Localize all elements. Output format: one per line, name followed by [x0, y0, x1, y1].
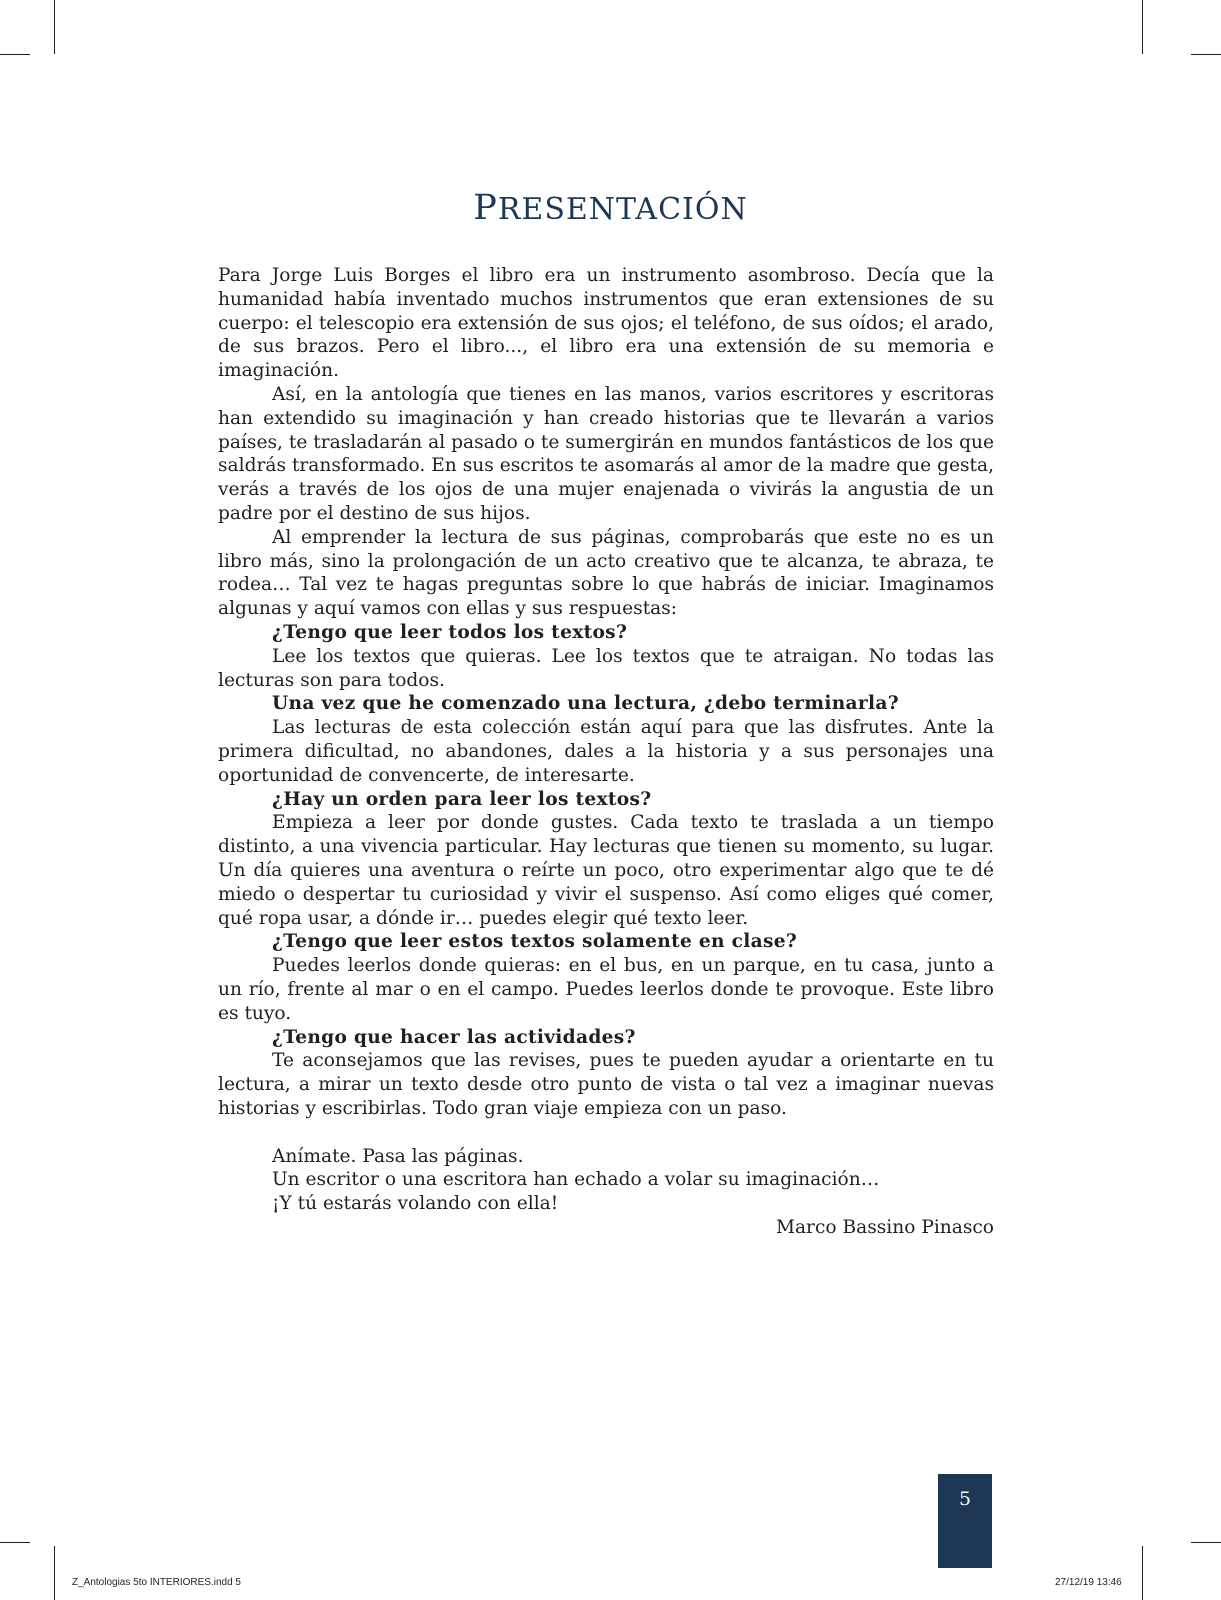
body-paragraph: Así, en la antología que tienes en las manos, varios escritores y escritoras han extendido su imaginación y han creado historias que te llevarán a varios países, te trasladarán al pasado o te sumergirán en mundos fantásticos de los que saldrás transformado. En sus escritos te asomarás al amor de la madre que gesta, verás a través de los ojos de una mujer enajenada o vivirás la angustia de un padre por el destino de sus hijos. [218, 383, 994, 524]
faq-answer: Te aconsejamos que las revises, pues te pueden ayudar a orientarte en tu lectura, a mirar un texto desde otro punto de vista o tal vez a imaginar nuevas historias y escribirlas. Todo gran viaje empieza con un paso. [218, 1050, 994, 1119]
page-number-badge [938, 1474, 992, 1568]
faq-answer: Las lecturas de esta colección están aquí para que las disfrutes. Ante la primera dificultad, no abandones, dales a la historia y a sus personajes una oportunidad de convencerte, de interesarte. [218, 717, 994, 786]
crop-mark [0, 1542, 30, 1543]
page-number: 5 [958, 1488, 972, 1510]
crop-mark [1191, 54, 1221, 55]
faq-answer: Lee los textos que quieras. Lee los textos que te atraigan. No todas las lecturas son para todos. [218, 645, 994, 691]
crop-mark [1142, 0, 1143, 54]
page-title: PRESENTACIÓN [473, 188, 748, 228]
crop-mark [54, 0, 55, 54]
faq-question: Una vez que he comenzado una lectura, ¿debo terminarla? [272, 693, 899, 715]
closing-line: Anímate. Pasa las páginas. [272, 1145, 524, 1167]
closing-line: ¡Y tú estarás volando con ella! [272, 1193, 559, 1215]
faq-answer: Puedes leerlos donde quieras: en el bus, en un parque, en tu casa, junto a un río, frente al mar o en el campo. Puedes leerlos donde te provoque. Este libro es tuyo. [218, 955, 994, 1024]
author-signature: Marco Bassino Pinasco [775, 1217, 994, 1239]
closing-line: Un escritor o una escritora han echado a volar su imaginación… [272, 1169, 880, 1191]
slug-datetime: 27/12/19 13:46 [1055, 1577, 1122, 1588]
faq-question: ¿Tengo que leer todos los textos? [272, 621, 628, 643]
body-paragraph: Al emprender la lectura de sus páginas, comprobarás que este no es un libro más, sino la prolongación de un acto creativo que te alcanza, te abraza, te rodea… Tal vez te hagas preguntas sobre lo que habrás de iniciar. Imaginamos algunas y aquí vamos con ellas y sus respuestas: [218, 526, 994, 620]
faq-question: ¿Tengo que hacer las actividades? [272, 1026, 636, 1048]
crop-mark [1191, 1542, 1221, 1543]
crop-mark [1142, 1546, 1143, 1600]
intro-paragraph: Para Jorge Luis Borges el libro era un instrumento asombroso. Decía que la humanidad había inventado muchos instrumentos que eran extensiones de su cuerpo: el telescopio era extensión de sus ojos; el teléfono, de sus oídos; el arado, de sus brazos. Pero el libro..., el libro era una extensión de su memoria e imaginación. [218, 265, 994, 382]
crop-mark [0, 54, 30, 55]
faq-answer: Empieza a leer por donde gustes. Cada texto te traslada a un tiempo distinto, a una vivencia particular. Hay lecturas que tienen su momento, su lugar. Un día quieres una aventura o reírte un poco, otro experimentar algo que te dé miedo o despertar tu curiosidad y vivir el suspenso. Así como eliges qué comer, qué ropa usar, a dónde ir… puedes elegir qué texto leer. [218, 812, 994, 929]
slug-filename: Z_Antologias 5to INTERIORES.indd 5 [72, 1577, 241, 1588]
crop-mark [54, 1546, 55, 1600]
article-body [218, 264, 994, 1240]
faq-question: ¿Hay un orden para leer los textos? [272, 788, 652, 810]
faq-question: ¿Tengo que leer estos textos solamente en clase? [272, 931, 798, 953]
